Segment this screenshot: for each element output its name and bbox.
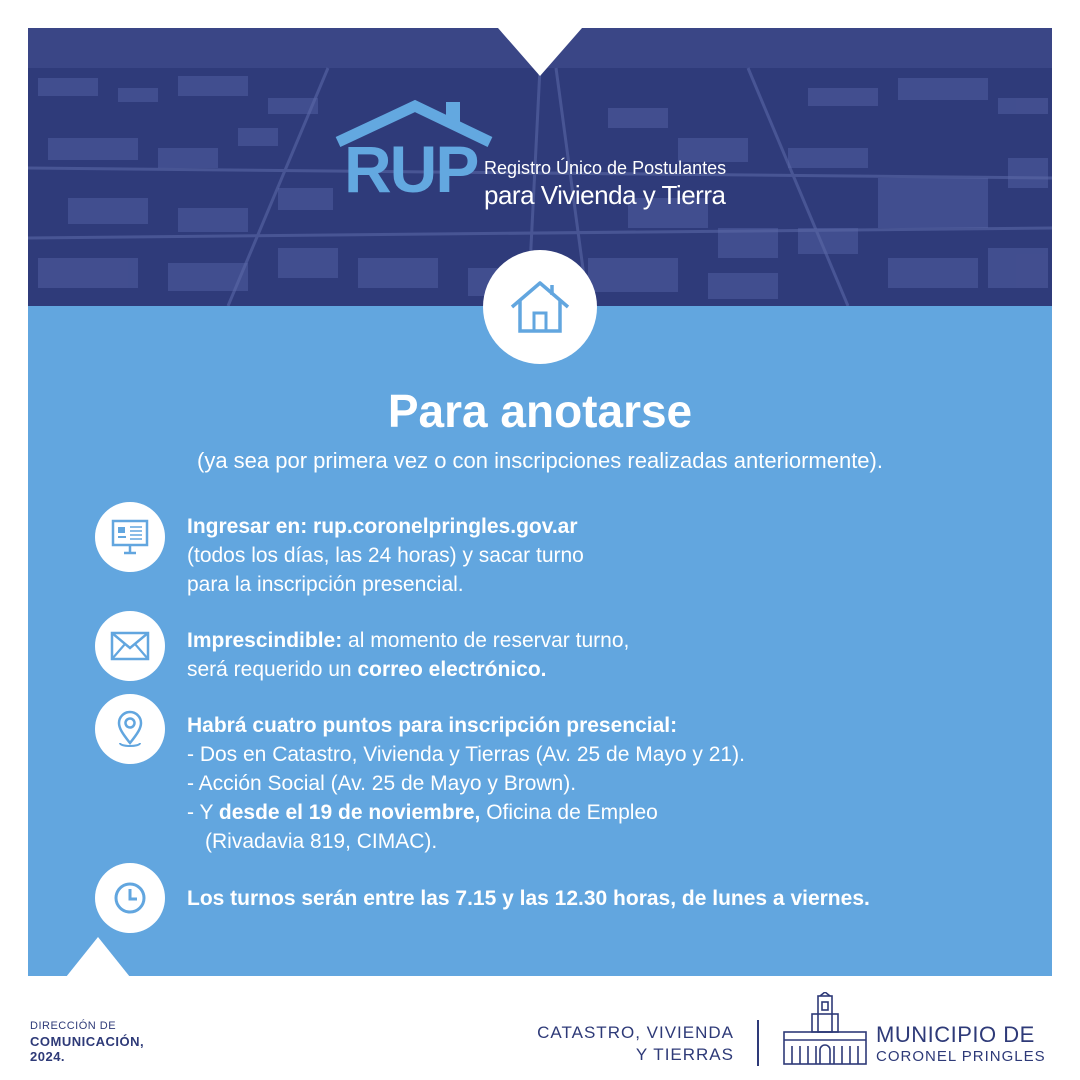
footer-department: [537, 1022, 734, 1066]
house-badge: [483, 250, 597, 364]
page-subtitle: (ya sea por primera vez o con inscripciones realizadas anteriormente).: [197, 448, 883, 473]
department-line2: Y TIERRAS: [635, 1045, 734, 1064]
computer-icon: [110, 518, 150, 556]
location-point-3-address: (Rivadavia 819, CIMAC).: [205, 830, 438, 853]
location-point-3-date: desde el 19 de noviembre,: [218, 801, 481, 824]
logo-acronym: RUP: [344, 132, 478, 206]
email-required: correo electrónico.: [357, 658, 547, 681]
house-icon: [508, 279, 572, 335]
schedule-text: Los turnos serán entre las 7.15 y las 12.30 horas, de lunes a viernes.: [187, 887, 870, 910]
footer-divider: [757, 1020, 759, 1066]
top-notch: [498, 28, 582, 76]
department-line1: CATASTRO, VIVIENDA: [537, 1023, 734, 1042]
website-label: Ingresar en: rup.coronelpringles.gov.ar: [187, 515, 578, 538]
clock-icon: [112, 880, 148, 916]
location-point-3-prefix: - Y: [187, 801, 219, 824]
item-locations: [187, 711, 745, 856]
logo-line2: para Vivienda y Tierra: [484, 180, 726, 210]
location-point-1: - Dos en Catastro, Vivienda y Tierras (Av. 25 de Mayo y 21).: [187, 743, 745, 766]
rup-logo: [330, 98, 760, 218]
item-schedule: [187, 884, 870, 913]
footer-credit: [30, 1019, 144, 1064]
credit-line3: 2024.: [30, 1049, 66, 1064]
municipality-name: MUNICIPIO DE: [876, 1022, 1035, 1047]
envelope-icon: [110, 631, 150, 661]
page-title: Para anotarse: [387, 385, 693, 437]
locations-heading: Habrá cuatro puntos para inscripción presencial:: [187, 714, 678, 737]
email-line2: será requerido un: [187, 658, 358, 681]
credit-line2: COMUNICACIÓN,: [30, 1034, 145, 1049]
logo-line1: Registro Único de Postulantes: [484, 158, 727, 178]
envelope-badge: [95, 611, 165, 681]
bottom-notch: [66, 937, 130, 977]
municipal-building-icon: [780, 992, 870, 1068]
email-label: Imprescindible:: [187, 629, 343, 652]
municipality-city: CORONEL PRINGLES: [876, 1048, 1046, 1065]
clock-badge: [95, 863, 165, 933]
website-line2: (todos los días, las 24 horas) y sacar turno: [187, 544, 584, 567]
email-line1: al momento de reservar turno,: [342, 629, 630, 652]
computer-badge: [95, 502, 165, 572]
location-point-3-place: Oficina de Empleo: [480, 801, 658, 824]
location-badge: [95, 694, 165, 764]
website-line3: para la inscripción presencial.: [187, 573, 464, 596]
location-point-2: - Acción Social (Av. 25 de Mayo y Brown).: [187, 772, 577, 795]
item-website: [187, 512, 584, 599]
location-pin-icon: [114, 709, 146, 749]
credit-line1: DIRECCIÓN DE: [30, 1020, 117, 1032]
item-email: [187, 626, 629, 684]
